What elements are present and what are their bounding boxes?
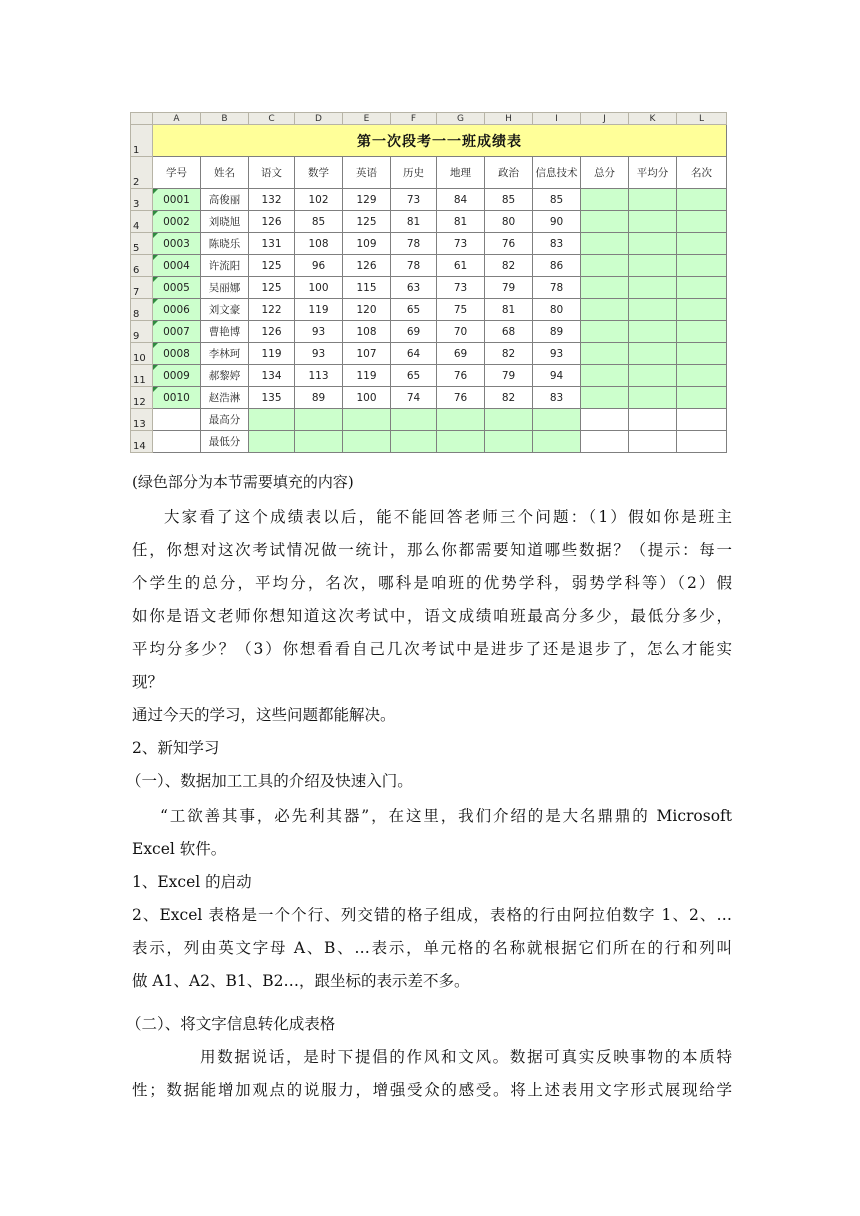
score-cell: 85 [295, 211, 343, 233]
paragraph-line: 平均分多少？（3）你想看看自己几次考试中是进步了还是退步了，怎么才能实 [132, 640, 732, 658]
score-cell: 135 [249, 387, 295, 409]
paragraph-line: “工欲善其事，必先利其器”，在这里，我们介绍的是大名鼎鼎的 Microsoft [160, 807, 732, 825]
student-id-cell: 0004 [153, 255, 201, 277]
score-cell: 93 [533, 343, 581, 365]
column-letter: H [485, 113, 533, 125]
column-letter: K [629, 113, 677, 125]
row-number: 9 [131, 321, 153, 343]
score-cell: 73 [391, 189, 437, 211]
column-letter: J [581, 113, 629, 125]
score-cell: 75 [437, 299, 485, 321]
fill-cell [629, 321, 677, 343]
score-cell: 122 [249, 299, 295, 321]
fill-cell [629, 277, 677, 299]
column-letter: G [437, 113, 485, 125]
fill-cell [581, 233, 629, 255]
student-id-cell: 0002 [153, 211, 201, 233]
row-number: 2 [131, 157, 153, 189]
column-header: 学号 [153, 157, 201, 189]
score-cell: 79 [485, 277, 533, 299]
score-cell: 84 [437, 189, 485, 211]
score-cell: 81 [485, 299, 533, 321]
summary-label: 最高分 [201, 409, 249, 431]
fill-cell [629, 255, 677, 277]
fill-cell [677, 233, 727, 255]
fill-cell [581, 277, 629, 299]
fill-cell [629, 365, 677, 387]
score-cell: 73 [437, 233, 485, 255]
row-number: 6 [131, 255, 153, 277]
column-header: 名次 [677, 157, 727, 189]
fill-cell [677, 189, 727, 211]
summary-row [131, 431, 727, 453]
column-header: 姓名 [201, 157, 249, 189]
student-name-cell: 李林珂 [201, 343, 249, 365]
score-cell: 86 [533, 255, 581, 277]
column-header: 语文 [249, 157, 295, 189]
fill-cell [581, 387, 629, 409]
score-cell: 119 [249, 343, 295, 365]
score-cell: 132 [249, 189, 295, 211]
score-cell: 82 [485, 255, 533, 277]
student-name-cell: 刘晓旭 [201, 211, 249, 233]
student-name-cell: 赵浩淋 [201, 387, 249, 409]
column-header: 地理 [437, 157, 485, 189]
score-cell: 83 [533, 233, 581, 255]
score-cell: 129 [343, 189, 391, 211]
column-letter: L [677, 113, 727, 125]
score-cell: 107 [343, 343, 391, 365]
row-number: 14 [131, 431, 153, 453]
fill-cell [391, 431, 437, 453]
header-row [131, 157, 727, 189]
score-cell: 74 [391, 387, 437, 409]
title-row [131, 125, 727, 157]
grade-table [130, 112, 727, 453]
corner-cell [131, 113, 153, 125]
student-name-cell: 吴丽娜 [201, 277, 249, 299]
fill-cell [249, 431, 295, 453]
score-cell: 126 [249, 321, 295, 343]
table-row [131, 255, 727, 277]
fill-cell [295, 409, 343, 431]
fill-cell [581, 255, 629, 277]
paragraph-line: 用数据说话，是时下提倡的作风和文风。数据可真实反映事物的本质特 [200, 1048, 732, 1066]
fill-cell [629, 233, 677, 255]
fill-cell [677, 277, 727, 299]
score-cell: 73 [437, 277, 485, 299]
empty-cell [153, 409, 201, 431]
score-cell: 65 [391, 365, 437, 387]
score-cell: 113 [295, 365, 343, 387]
student-id-cell: 0001 [153, 189, 201, 211]
row-number: 10 [131, 343, 153, 365]
summary-row [131, 409, 727, 431]
score-cell: 81 [437, 211, 485, 233]
fill-cell [629, 343, 677, 365]
fill-cell [581, 211, 629, 233]
column-letter: D [295, 113, 343, 125]
score-cell: 70 [437, 321, 485, 343]
sheet-title: 第一次段考一一班成绩表 [153, 125, 727, 157]
student-id-cell: 0006 [153, 299, 201, 321]
fill-cell [437, 409, 485, 431]
fill-cell [485, 409, 533, 431]
column-header: 平均分 [629, 157, 677, 189]
paragraph: 通过今天的学习，这些问题都能解决。 [132, 706, 396, 724]
fill-cell [437, 431, 485, 453]
score-cell: 78 [391, 255, 437, 277]
score-cell: 85 [485, 189, 533, 211]
score-cell: 64 [391, 343, 437, 365]
fill-cell [343, 431, 391, 453]
table-row [131, 321, 727, 343]
table-row [131, 233, 727, 255]
empty-cell [581, 431, 629, 453]
score-cell: 108 [295, 233, 343, 255]
score-cell: 80 [533, 299, 581, 321]
table-row [131, 365, 727, 387]
score-cell: 93 [295, 343, 343, 365]
empty-cell [153, 431, 201, 453]
row-number: 4 [131, 211, 153, 233]
fill-cell [677, 255, 727, 277]
paragraph-line: Excel 软件。 [132, 840, 227, 858]
subsection-heading: （一）、数据加工工具的介绍及快速入门。 [126, 772, 413, 790]
section-heading: 2、新知学习 [132, 739, 220, 757]
empty-cell [629, 409, 677, 431]
fill-cell [533, 409, 581, 431]
score-cell: 119 [295, 299, 343, 321]
score-cell: 76 [437, 387, 485, 409]
score-cell: 85 [533, 189, 581, 211]
score-cell: 61 [437, 255, 485, 277]
student-name-cell: 刘文豪 [201, 299, 249, 321]
column-letter: F [391, 113, 437, 125]
fill-cell [391, 409, 437, 431]
row-number: 12 [131, 387, 153, 409]
score-cell: 78 [391, 233, 437, 255]
paragraph-line: 任，你想对这次考试情况做一统计，那么你都需要知道哪些数据？（提示：每一 [132, 541, 732, 559]
score-cell: 125 [343, 211, 391, 233]
fill-cell [581, 299, 629, 321]
column-letter: I [533, 113, 581, 125]
column-letter: C [249, 113, 295, 125]
paragraph-line: 如你是语文老师你想知道这次考试中，语文成绩咱班最高分多少，最低分多少， [132, 607, 732, 625]
score-cell: 134 [249, 365, 295, 387]
score-cell: 109 [343, 233, 391, 255]
score-cell: 119 [343, 365, 391, 387]
student-id-cell: 0003 [153, 233, 201, 255]
score-cell: 63 [391, 277, 437, 299]
spreadsheet-screenshot [130, 112, 730, 457]
score-cell: 90 [533, 211, 581, 233]
fill-cell [677, 321, 727, 343]
row-number: 13 [131, 409, 153, 431]
score-cell: 126 [343, 255, 391, 277]
row-number: 8 [131, 299, 153, 321]
column-header: 英语 [343, 157, 391, 189]
score-cell: 82 [485, 343, 533, 365]
fill-cell [485, 431, 533, 453]
student-name-cell: 曹艳博 [201, 321, 249, 343]
score-cell: 125 [249, 255, 295, 277]
score-cell: 125 [249, 277, 295, 299]
empty-cell [629, 431, 677, 453]
score-cell: 80 [485, 211, 533, 233]
column-letter: B [201, 113, 249, 125]
score-cell: 89 [533, 321, 581, 343]
score-cell: 76 [437, 365, 485, 387]
score-cell: 79 [485, 365, 533, 387]
table-row [131, 189, 727, 211]
fill-cell [581, 189, 629, 211]
fill-cell [629, 211, 677, 233]
subsection-heading: （二）、将文字信息转化成表格 [126, 1015, 336, 1033]
row-number: 7 [131, 277, 153, 299]
row-number: 1 [131, 125, 153, 157]
list-item: 1、Excel 的启动 [132, 873, 252, 891]
student-id-cell: 0005 [153, 277, 201, 299]
row-number: 3 [131, 189, 153, 211]
score-cell: 102 [295, 189, 343, 211]
paragraph-line: 性；数据能增加观点的说服力，增强受众的感受。将上述表用文字形式展现给学 [132, 1081, 732, 1099]
score-cell: 100 [343, 387, 391, 409]
score-cell: 131 [249, 233, 295, 255]
score-cell: 82 [485, 387, 533, 409]
score-cell: 83 [533, 387, 581, 409]
row-number: 5 [131, 233, 153, 255]
score-cell: 94 [533, 365, 581, 387]
score-cell: 69 [391, 321, 437, 343]
fill-cell [249, 409, 295, 431]
empty-cell [677, 431, 727, 453]
score-cell: 100 [295, 277, 343, 299]
score-cell: 126 [249, 211, 295, 233]
score-cell: 120 [343, 299, 391, 321]
row-number: 11 [131, 365, 153, 387]
fill-cell [295, 431, 343, 453]
fill-cell [581, 365, 629, 387]
column-header: 信息技术 [533, 157, 581, 189]
list-item-line: 表示，列由英文字母 A、B、…表示，单元格的名称就根据它们所在的行和列叫 [132, 939, 732, 957]
fill-cell [677, 343, 727, 365]
fill-cell [677, 211, 727, 233]
paragraph-line: 现？ [132, 673, 164, 691]
score-cell: 115 [343, 277, 391, 299]
student-id-cell: 0010 [153, 387, 201, 409]
score-cell: 68 [485, 321, 533, 343]
column-letter: A [153, 113, 201, 125]
student-id-cell: 0008 [153, 343, 201, 365]
score-cell: 93 [295, 321, 343, 343]
score-cell: 65 [391, 299, 437, 321]
fill-cell [629, 299, 677, 321]
paragraph-line: 大家看了这个成绩表以后，能不能回答老师三个问题：（1）假如你是班主 [164, 508, 732, 526]
column-header-row [131, 113, 727, 125]
paragraph-line: 个学生的总分，平均分，名次，哪科是咱班的优势学科，弱势学科等）（2）假 [132, 574, 732, 592]
empty-cell [677, 409, 727, 431]
fill-cell [677, 365, 727, 387]
score-cell: 81 [391, 211, 437, 233]
fill-cell [629, 189, 677, 211]
column-header: 总分 [581, 157, 629, 189]
student-id-cell: 0009 [153, 365, 201, 387]
student-name-cell: 高俊丽 [201, 189, 249, 211]
list-item-line: 2、Excel 表格是一个个行、列交错的格子组成，表格的行由阿拉伯数字 1、2、… [132, 906, 732, 924]
fill-cell [581, 321, 629, 343]
fill-cell [581, 343, 629, 365]
table-row [131, 277, 727, 299]
column-header: 政治 [485, 157, 533, 189]
fill-cell [343, 409, 391, 431]
student-name-cell: 陈晓乐 [201, 233, 249, 255]
table-row [131, 387, 727, 409]
summary-label: 最低分 [201, 431, 249, 453]
caption: (绿色部分为本节需要填充的内容) [132, 473, 354, 491]
student-name-cell: 许流阳 [201, 255, 249, 277]
score-cell: 96 [295, 255, 343, 277]
empty-cell [581, 409, 629, 431]
fill-cell [677, 387, 727, 409]
fill-cell [629, 387, 677, 409]
column-header: 历史 [391, 157, 437, 189]
student-name-cell: 郝黎婷 [201, 365, 249, 387]
column-letter: E [343, 113, 391, 125]
list-item-line: 做 A1、A2、B1、B2…，跟坐标的表示差不多。 [132, 972, 470, 990]
fill-cell [533, 431, 581, 453]
table-row [131, 211, 727, 233]
fill-cell [677, 299, 727, 321]
table-row [131, 299, 727, 321]
score-cell: 89 [295, 387, 343, 409]
table-row [131, 343, 727, 365]
score-cell: 108 [343, 321, 391, 343]
score-cell: 69 [437, 343, 485, 365]
score-cell: 78 [533, 277, 581, 299]
score-cell: 76 [485, 233, 533, 255]
student-id-cell: 0007 [153, 321, 201, 343]
column-header: 数学 [295, 157, 343, 189]
